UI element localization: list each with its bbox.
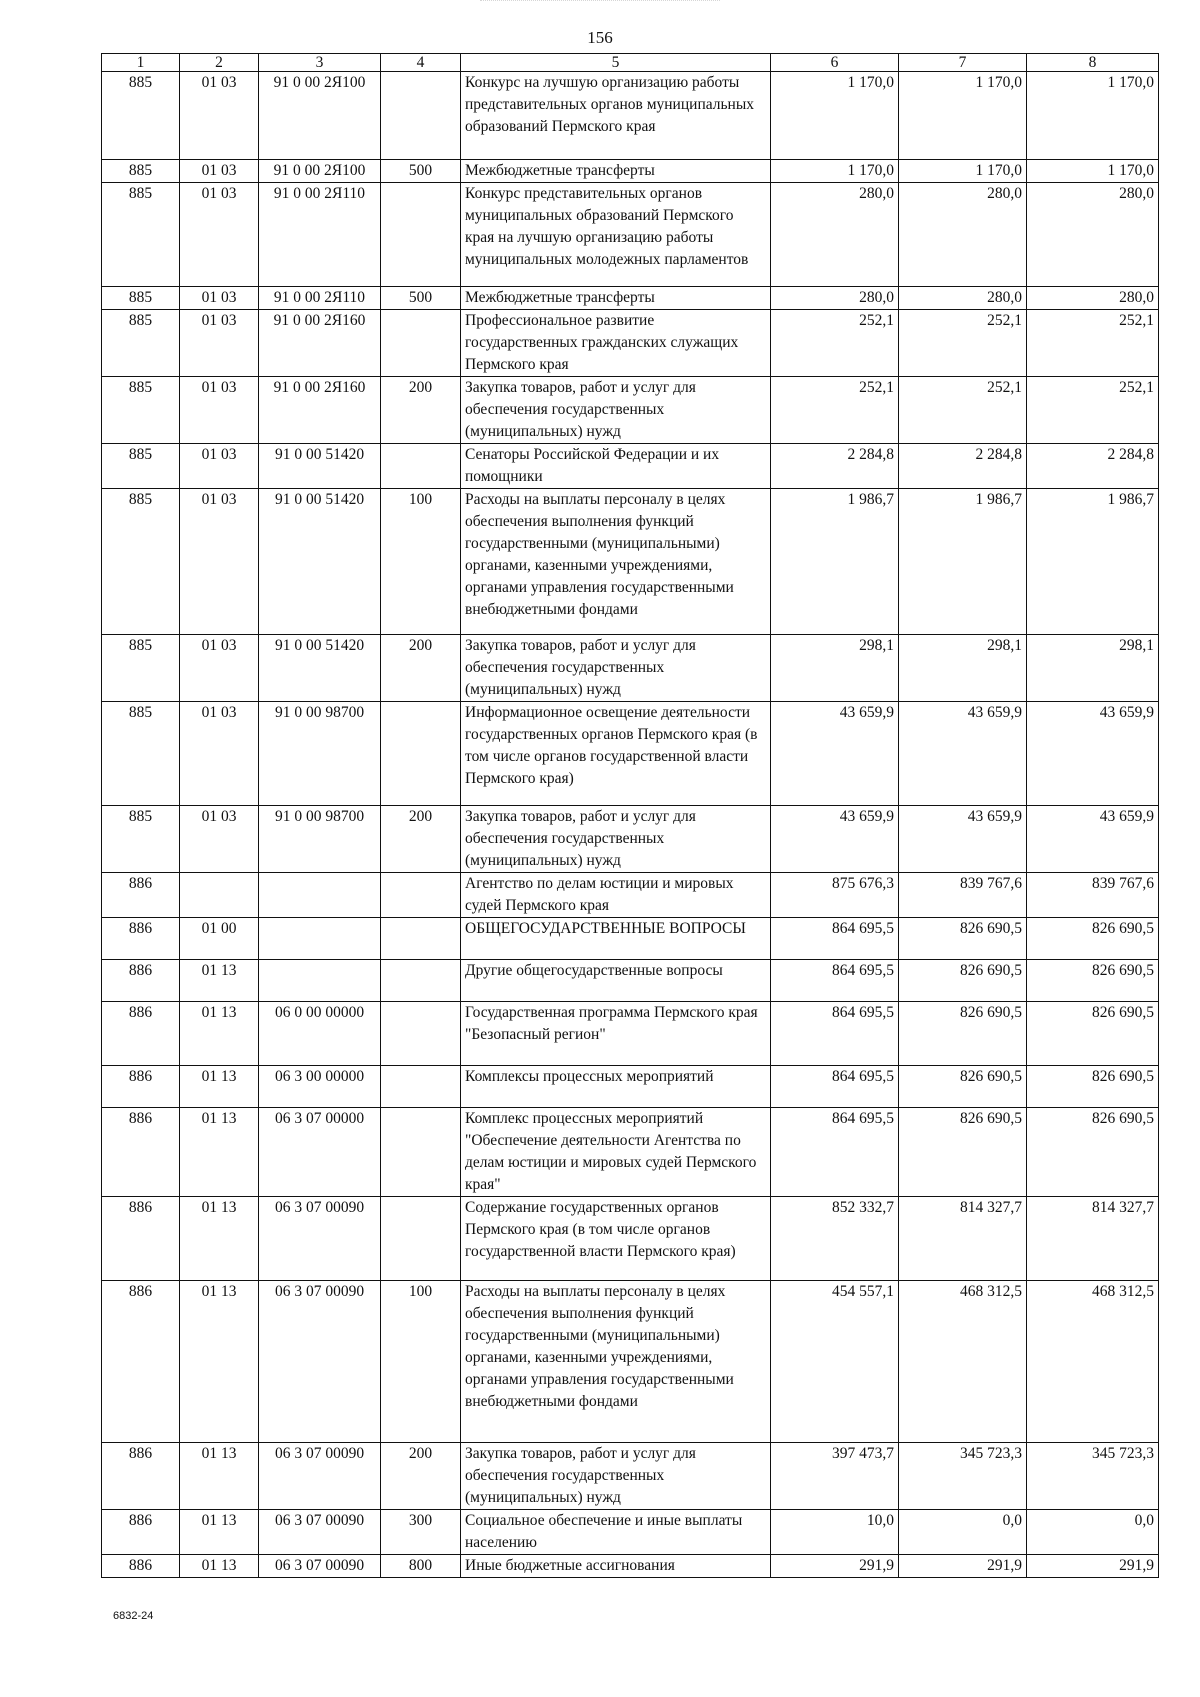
cell-amount-year-2: 1 986,7 (899, 489, 1027, 635)
column-header-7: 7 (899, 54, 1027, 72)
table-row (102, 489, 1159, 635)
cell-amount-year-2: 252,1 (899, 310, 1027, 377)
cell-amount-year-1: 864 695,5 (771, 960, 899, 1002)
budget-table (101, 53, 1159, 1578)
table-row (102, 287, 1159, 310)
cell-section-code: 01 13 (180, 1281, 259, 1443)
cell-amount-year-3: 291,9 (1027, 1555, 1159, 1578)
cell-amount-year-3: 252,1 (1027, 377, 1159, 444)
cell-amount-year-2: 468 312,5 (899, 1281, 1027, 1443)
cell-target-article (259, 960, 381, 1002)
cell-expense-type: 800 (381, 1555, 461, 1578)
cell-expense-type (381, 72, 461, 160)
cell-ministry-code: 885 (102, 635, 180, 702)
cell-expense-type (381, 310, 461, 377)
cell-amount-year-1: 1 170,0 (771, 160, 899, 183)
cell-target-article: 06 3 07 00090 (259, 1197, 381, 1281)
cell-ministry-code: 886 (102, 960, 180, 1002)
cell-amount-year-3: 839 767,6 (1027, 873, 1159, 918)
cell-amount-year-1: 43 659,9 (771, 806, 899, 873)
cell-description: Закупка товаров, работ и услуг для обеспечения государственных (муниципальных) нужд (461, 1443, 771, 1510)
cell-description: Социальное обеспечение и иные выплаты населению (461, 1510, 771, 1555)
table-row (102, 1555, 1159, 1578)
cell-expense-type (381, 702, 461, 806)
cell-amount-year-1: 864 695,5 (771, 1066, 899, 1108)
cell-expense-type (381, 1197, 461, 1281)
cell-description: Закупка товаров, работ и услуг для обеспечения государственных (муниципальных) нужд (461, 635, 771, 702)
cell-target-article: 91 0 00 98700 (259, 702, 381, 806)
cell-amount-year-3: 280,0 (1027, 183, 1159, 287)
cell-ministry-code: 885 (102, 287, 180, 310)
cell-expense-type: 300 (381, 1510, 461, 1555)
cell-description: Профессиональное развитие государственных гражданских служащих Пермского края (461, 310, 771, 377)
table-row (102, 960, 1159, 1002)
cell-amount-year-1: 298,1 (771, 635, 899, 702)
cell-amount-year-3: 252,1 (1027, 310, 1159, 377)
cell-amount-year-2: 298,1 (899, 635, 1027, 702)
cell-section-code: 01 13 (180, 1510, 259, 1555)
cell-amount-year-2: 826 690,5 (899, 1002, 1027, 1066)
cell-amount-year-3: 298,1 (1027, 635, 1159, 702)
cell-ministry-code: 886 (102, 1002, 180, 1066)
table-row (102, 444, 1159, 489)
cell-section-code: 01 13 (180, 1108, 259, 1197)
cell-target-article: 06 3 00 00000 (259, 1066, 381, 1108)
cell-expense-type: 100 (381, 1281, 461, 1443)
cell-amount-year-1: 252,1 (771, 310, 899, 377)
cell-description: Закупка товаров, работ и услуг для обеспечения государственных (муниципальных) нужд (461, 806, 771, 873)
cell-description: Закупка товаров, работ и услуг для обеспечения государственных (муниципальных) нужд (461, 377, 771, 444)
table-row (102, 1108, 1159, 1197)
cell-amount-year-1: 2 284,8 (771, 444, 899, 489)
cell-amount-year-1: 875 676,3 (771, 873, 899, 918)
cell-amount-year-2: 252,1 (899, 377, 1027, 444)
cell-amount-year-2: 1 170,0 (899, 160, 1027, 183)
cell-amount-year-3: 0,0 (1027, 1510, 1159, 1555)
cell-amount-year-2: 826 690,5 (899, 1108, 1027, 1197)
cell-amount-year-3: 1 170,0 (1027, 72, 1159, 160)
cell-target-article: 91 0 00 51420 (259, 489, 381, 635)
cell-section-code: 01 13 (180, 1002, 259, 1066)
cell-description: Комплекс процессных мероприятий "Обеспечение деятельности Агентства по делам юстиции и мировых судей Пермского края" (461, 1108, 771, 1197)
cell-target-article: 91 0 00 51420 (259, 444, 381, 489)
cell-description: Государственная программа Пермского края "Безопасный регион" (461, 1002, 771, 1066)
cell-target-article: 06 3 07 00000 (259, 1108, 381, 1197)
cell-amount-year-2: 826 690,5 (899, 1066, 1027, 1108)
cell-section-code: 01 00 (180, 918, 259, 960)
cell-expense-type: 500 (381, 287, 461, 310)
cell-expense-type (381, 960, 461, 1002)
cell-amount-year-3: 826 690,5 (1027, 960, 1159, 1002)
cell-ministry-code: 885 (102, 160, 180, 183)
table-row (102, 310, 1159, 377)
cell-ministry-code: 885 (102, 489, 180, 635)
cell-expense-type (381, 1002, 461, 1066)
cell-amount-year-1: 280,0 (771, 287, 899, 310)
cell-description: Межбюджетные трансферты (461, 160, 771, 183)
cell-section-code: 01 03 (180, 287, 259, 310)
table-row (102, 1002, 1159, 1066)
cell-amount-year-2: 43 659,9 (899, 702, 1027, 806)
cell-ministry-code: 885 (102, 444, 180, 489)
cell-ministry-code: 886 (102, 918, 180, 960)
cell-target-article: 06 3 07 00090 (259, 1281, 381, 1443)
cell-ministry-code: 886 (102, 873, 180, 918)
column-header-6: 6 (771, 54, 899, 72)
cell-amount-year-1: 280,0 (771, 183, 899, 287)
cell-target-article: 91 0 00 51420 (259, 635, 381, 702)
table-body (102, 72, 1159, 1578)
cell-amount-year-3: 1 170,0 (1027, 160, 1159, 183)
cell-amount-year-3: 826 690,5 (1027, 1108, 1159, 1197)
cell-amount-year-3: 1 986,7 (1027, 489, 1159, 635)
cell-expense-type (381, 183, 461, 287)
cell-section-code: 01 13 (180, 960, 259, 1002)
cell-target-article: 91 0 00 2Я100 (259, 72, 381, 160)
cell-target-article: 91 0 00 98700 (259, 806, 381, 873)
cell-amount-year-2: 826 690,5 (899, 918, 1027, 960)
cell-ministry-code: 885 (102, 72, 180, 160)
cell-ministry-code: 885 (102, 183, 180, 287)
cell-amount-year-3: 814 327,7 (1027, 1197, 1159, 1281)
cell-amount-year-3: 2 284,8 (1027, 444, 1159, 489)
cell-expense-type (381, 918, 461, 960)
cell-target-article: 91 0 00 2Я160 (259, 377, 381, 444)
table-row (102, 1197, 1159, 1281)
cell-section-code: 01 03 (180, 160, 259, 183)
page-number: 156 (587, 28, 613, 47)
cell-description: Сенаторы Российской Федерации и их помощники (461, 444, 771, 489)
cell-amount-year-3: 826 690,5 (1027, 1066, 1159, 1108)
cell-target-article (259, 873, 381, 918)
cell-description: Комплексы процессных мероприятий (461, 1066, 771, 1108)
document-code: 6832-24 (113, 1610, 154, 1622)
cell-section-code: 01 13 (180, 1066, 259, 1108)
cell-section-code: 01 03 (180, 377, 259, 444)
column-header-3: 3 (259, 54, 381, 72)
cell-section-code: 01 03 (180, 489, 259, 635)
cell-amount-year-1: 864 695,5 (771, 1002, 899, 1066)
cell-description: Агентство по делам юстиции и мировых судей Пермского края (461, 873, 771, 918)
table-row (102, 183, 1159, 287)
table-row (102, 160, 1159, 183)
cell-target-article (259, 918, 381, 960)
cell-amount-year-3: 826 690,5 (1027, 1002, 1159, 1066)
scan-artifact (480, 0, 720, 7)
header-row (102, 54, 1159, 72)
cell-amount-year-1: 864 695,5 (771, 1108, 899, 1197)
cell-expense-type (381, 1108, 461, 1197)
cell-amount-year-1: 397 473,7 (771, 1443, 899, 1510)
cell-amount-year-2: 839 767,6 (899, 873, 1027, 918)
cell-amount-year-1: 864 695,5 (771, 918, 899, 960)
cell-amount-year-1: 43 659,9 (771, 702, 899, 806)
cell-ministry-code: 886 (102, 1555, 180, 1578)
cell-description: Другие общегосударственные вопросы (461, 960, 771, 1002)
cell-expense-type: 500 (381, 160, 461, 183)
cell-expense-type (381, 1066, 461, 1108)
table-row (102, 635, 1159, 702)
table-row (102, 377, 1159, 444)
cell-expense-type: 200 (381, 377, 461, 444)
cell-ministry-code: 886 (102, 1443, 180, 1510)
cell-section-code: 01 13 (180, 1443, 259, 1510)
cell-description: Расходы на выплаты персоналу в целях обеспечения выполнения функций государственными (муниципальными) органами, казенными учреждениями, органами управления государственными внебюджетными фондами (461, 1281, 771, 1443)
cell-description: Иные бюджетные ассигнования (461, 1555, 771, 1578)
cell-target-article: 91 0 00 2Я100 (259, 160, 381, 183)
cell-description: Содержание государственных органов Пермского края (в том числе органов государственной власти Пермского края) (461, 1197, 771, 1281)
cell-amount-year-2: 814 327,7 (899, 1197, 1027, 1281)
cell-amount-year-1: 1 170,0 (771, 72, 899, 160)
cell-ministry-code: 885 (102, 377, 180, 444)
table-row (102, 702, 1159, 806)
cell-amount-year-1: 10,0 (771, 1510, 899, 1555)
cell-amount-year-3: 280,0 (1027, 287, 1159, 310)
cell-description: ОБЩЕГОСУДАРСТВЕННЫЕ ВОПРОСЫ (461, 918, 771, 960)
cell-expense-type: 200 (381, 806, 461, 873)
table-row (102, 72, 1159, 160)
cell-target-article: 91 0 00 2Я160 (259, 310, 381, 377)
cell-expense-type: 100 (381, 489, 461, 635)
cell-expense-type: 200 (381, 635, 461, 702)
cell-amount-year-1: 252,1 (771, 377, 899, 444)
cell-ministry-code: 886 (102, 1108, 180, 1197)
cell-amount-year-2: 1 170,0 (899, 72, 1027, 160)
cell-amount-year-3: 43 659,9 (1027, 806, 1159, 873)
cell-amount-year-1: 291,9 (771, 1555, 899, 1578)
cell-amount-year-3: 468 312,5 (1027, 1281, 1159, 1443)
cell-section-code: 01 03 (180, 183, 259, 287)
table-row (102, 806, 1159, 873)
column-header-1: 1 (102, 54, 180, 72)
cell-expense-type (381, 873, 461, 918)
cell-ministry-code: 886 (102, 1066, 180, 1108)
cell-description: Межбюджетные трансферты (461, 287, 771, 310)
cell-ministry-code: 885 (102, 310, 180, 377)
cell-section-code: 01 03 (180, 444, 259, 489)
cell-amount-year-3: 43 659,9 (1027, 702, 1159, 806)
cell-section-code: 01 13 (180, 1197, 259, 1281)
cell-amount-year-2: 280,0 (899, 183, 1027, 287)
cell-target-article: 06 3 07 00090 (259, 1555, 381, 1578)
cell-expense-type: 200 (381, 1443, 461, 1510)
column-header-4: 4 (381, 54, 461, 72)
cell-description: Конкурс представительных органов муниципальных образований Пермского края на лучшую организацию работы муниципальных молодежных парламентов (461, 183, 771, 287)
table-row (102, 1443, 1159, 1510)
cell-ministry-code: 886 (102, 1197, 180, 1281)
cell-section-code: 01 03 (180, 310, 259, 377)
cell-target-article: 91 0 00 2Я110 (259, 287, 381, 310)
cell-amount-year-2: 345 723,3 (899, 1443, 1027, 1510)
table-row (102, 873, 1159, 918)
table-row (102, 1510, 1159, 1555)
table-row (102, 918, 1159, 960)
cell-section-code: 01 13 (180, 1555, 259, 1578)
column-header-8: 8 (1027, 54, 1159, 72)
cell-amount-year-2: 280,0 (899, 287, 1027, 310)
cell-description: Расходы на выплаты персоналу в целях обеспечения выполнения функций государственными (муниципальными) органами, казенными учреждениями, органами управления государственными внебюджетными фондами (461, 489, 771, 635)
column-header-2: 2 (180, 54, 259, 72)
cell-section-code: 01 03 (180, 806, 259, 873)
table-row (102, 1281, 1159, 1443)
cell-amount-year-3: 826 690,5 (1027, 918, 1159, 960)
cell-expense-type (381, 444, 461, 489)
cell-amount-year-2: 2 284,8 (899, 444, 1027, 489)
cell-section-code: 01 03 (180, 702, 259, 806)
cell-amount-year-2: 291,9 (899, 1555, 1027, 1578)
cell-target-article: 06 3 07 00090 (259, 1510, 381, 1555)
cell-amount-year-1: 1 986,7 (771, 489, 899, 635)
cell-ministry-code: 885 (102, 806, 180, 873)
cell-ministry-code: 886 (102, 1281, 180, 1443)
cell-target-article: 06 0 00 00000 (259, 1002, 381, 1066)
table-row (102, 1066, 1159, 1108)
cell-section-code: 01 03 (180, 635, 259, 702)
cell-amount-year-1: 852 332,7 (771, 1197, 899, 1281)
cell-ministry-code: 886 (102, 1510, 180, 1555)
cell-target-article: 91 0 00 2Я110 (259, 183, 381, 287)
cell-amount-year-2: 43 659,9 (899, 806, 1027, 873)
cell-section-code: 01 03 (180, 72, 259, 160)
cell-description: Конкурс на лучшую организацию работы представительных органов муниципальных образований Пермского края (461, 72, 771, 160)
cell-section-code (180, 873, 259, 918)
cell-amount-year-3: 345 723,3 (1027, 1443, 1159, 1510)
cell-amount-year-1: 454 557,1 (771, 1281, 899, 1443)
cell-target-article: 06 3 07 00090 (259, 1443, 381, 1510)
cell-description: Информационное освещение деятельности государственных органов Пермского края (в том числе органов государственной власти Пермского края) (461, 702, 771, 806)
cell-amount-year-2: 826 690,5 (899, 960, 1027, 1002)
cell-amount-year-2: 0,0 (899, 1510, 1027, 1555)
cell-ministry-code: 885 (102, 702, 180, 806)
column-header-5: 5 (461, 54, 771, 72)
